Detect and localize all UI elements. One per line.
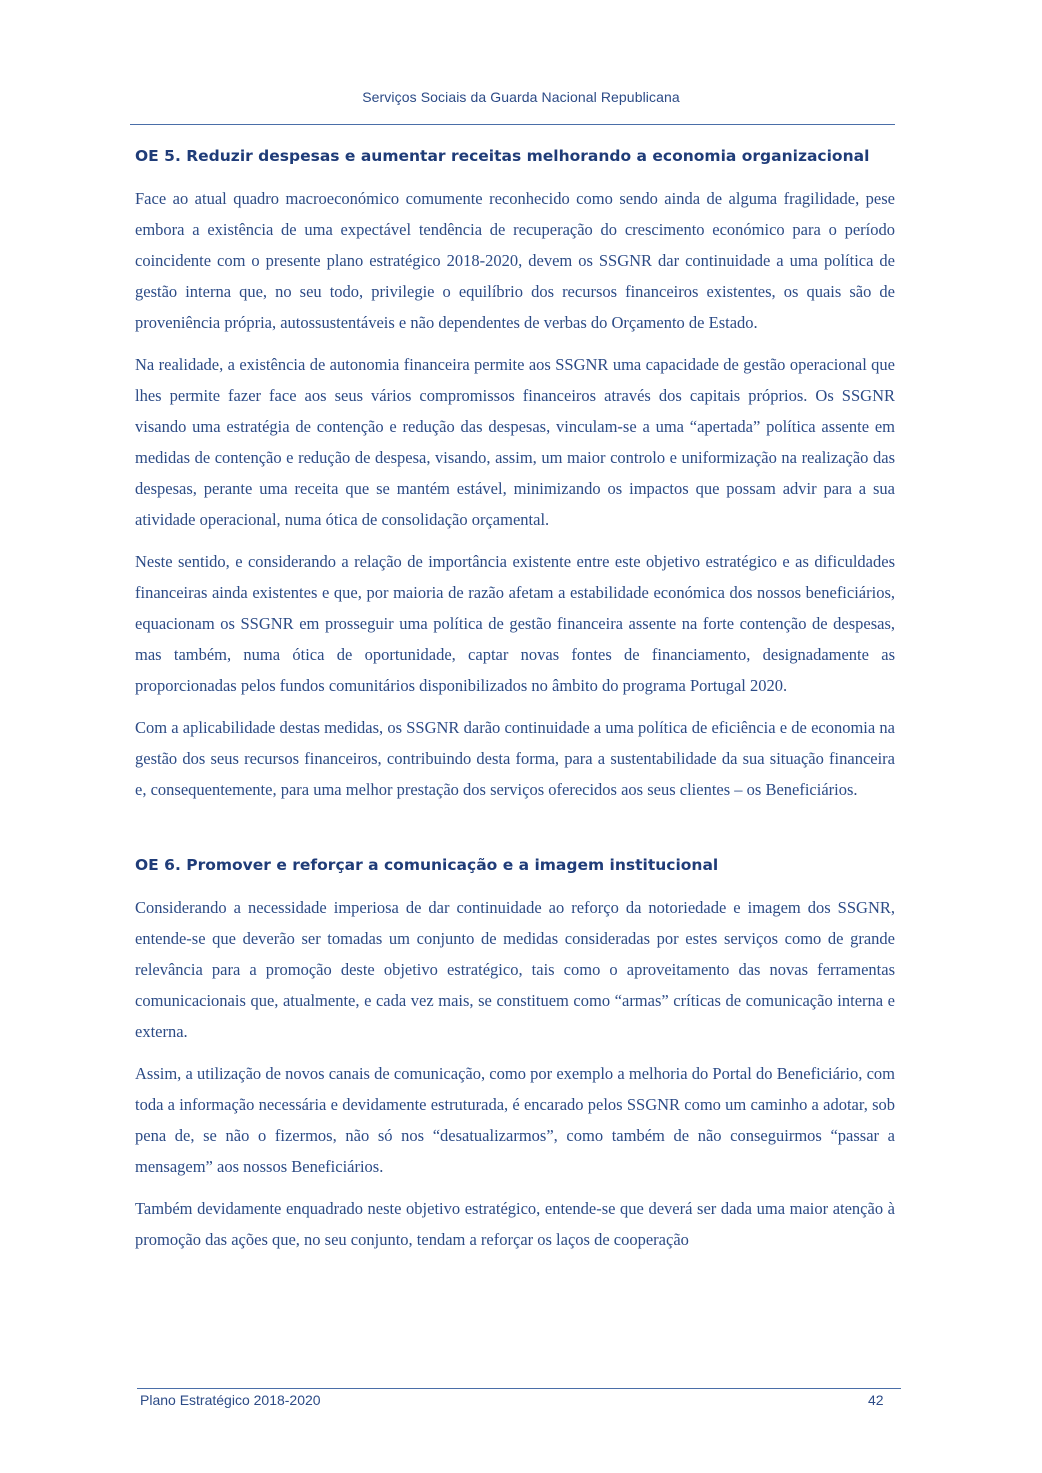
paragraph: Assim, a utilização de novos canais de comunicação, como por exemplo a melhoria do Portal do Beneficiário, com toda a informação necessária e devidamente estruturada, é encarado pelos SSGNR como um caminho a adotar, sob pena de, se não o fizermos, não só nos “desatualizarmos”, como também de não conseguirmos “passar a mensagem” aos nossos Beneficiários. bbox=[135, 1064, 895, 1176]
running-header: Serviços Sociais da Guarda Nacional Republicana bbox=[362, 89, 680, 105]
paragraph: Na realidade, a existência de autonomia financeira permite aos SSGNR uma capacidade de gestão operacional que lhes permite fazer face aos seus vários compromissos financeiros através dos capitais próprios. Os SSGNR visando uma estratégia de contenção e redução das despesas, vinculam-se a uma “apertada” política assente em medidas de contenção e redução de despesa, visando, assim, um maior controlo e uniformização na realização das despesas, perante uma receita que se mantém estável, minimizando os impactos que possam advir para a sua atividade operacional, numa ótica de consolidação orçamental. bbox=[135, 355, 895, 529]
footer-divider bbox=[137, 1388, 901, 1389]
footer-document-title: Plano Estratégico 2018-2020 bbox=[140, 1392, 321, 1408]
section-heading-oe5: OE 5. Reduzir despesas e aumentar receitas melhorando a economia organizacional bbox=[135, 147, 870, 165]
page-body bbox=[135, 141, 895, 1266]
paragraph: Com a aplicabilidade destas medidas, os SSGNR darão continuidade a uma política de eficiência e de economia na gestão dos seus recursos financeiros, contribuindo desta forma, para a sustentabilidade da sua situação financeira e, consequentemente, para uma melhor prestação dos serviços oferecidos aos seus clientes – os Beneficiários. bbox=[135, 718, 895, 799]
section-spacer bbox=[135, 816, 895, 850]
paragraph: Considerando a necessidade imperiosa de dar continuidade ao reforço da notoriedade e imagem dos SSGNR, entende-se que deverão ser tomadas um conjunto de medidas consideradas por estes serviços como de grande relevância para a promoção deste objetivo estratégico, tais como o aproveitamento das novas ferramentas comunicacionais que, atualmente, e cada vez mais, se constituem como “armas” críticas de comunicação interna e externa. bbox=[135, 898, 895, 1041]
paragraph: Também devidamente enquadrado neste objetivo estratégico, entende-se que deverá ser dada uma maior atenção à promoção das ações que, no seu conjunto, tendam a reforçar os laços de cooperação bbox=[135, 1199, 895, 1249]
paragraph: Neste sentido, e considerando a relação de importância existente entre este objetivo estratégico e as dificuldades financeiras ainda existentes e que, por maioria de razão afetam a estabilidade económica dos nossos beneficiários, equacionam os SSGNR em prosseguir uma política de gestão financeira assente na forte contenção de despesas, mas também, numa ótica de oportunidade, captar novas fontes de financiamento, designadamente as proporcionadas pelos fundos comunitários disponibilizados no âmbito do programa Portugal 2020. bbox=[135, 552, 895, 695]
header-divider bbox=[130, 124, 895, 125]
paragraph: Face ao atual quadro macroeconómico comumente reconhecido como sendo ainda de alguma fragilidade, pese embora a existência de uma expectável tendência de recuperação do crescimento económico para o período coincidente com o presente plano estratégico 2018-2020, devem os SSGNR dar continuidade a uma política de gestão interna que, no seu todo, privilegie o equilíbrio dos recursos financeiros existentes, os quais são de proveniência própria, autossustentáveis e não dependentes de verbas do Orçamento de Estado. bbox=[135, 189, 895, 332]
section-heading-oe6: OE 6. Promover e reforçar a comunicação e a imagem institucional bbox=[135, 856, 719, 874]
page-number: 42 bbox=[868, 1392, 884, 1408]
